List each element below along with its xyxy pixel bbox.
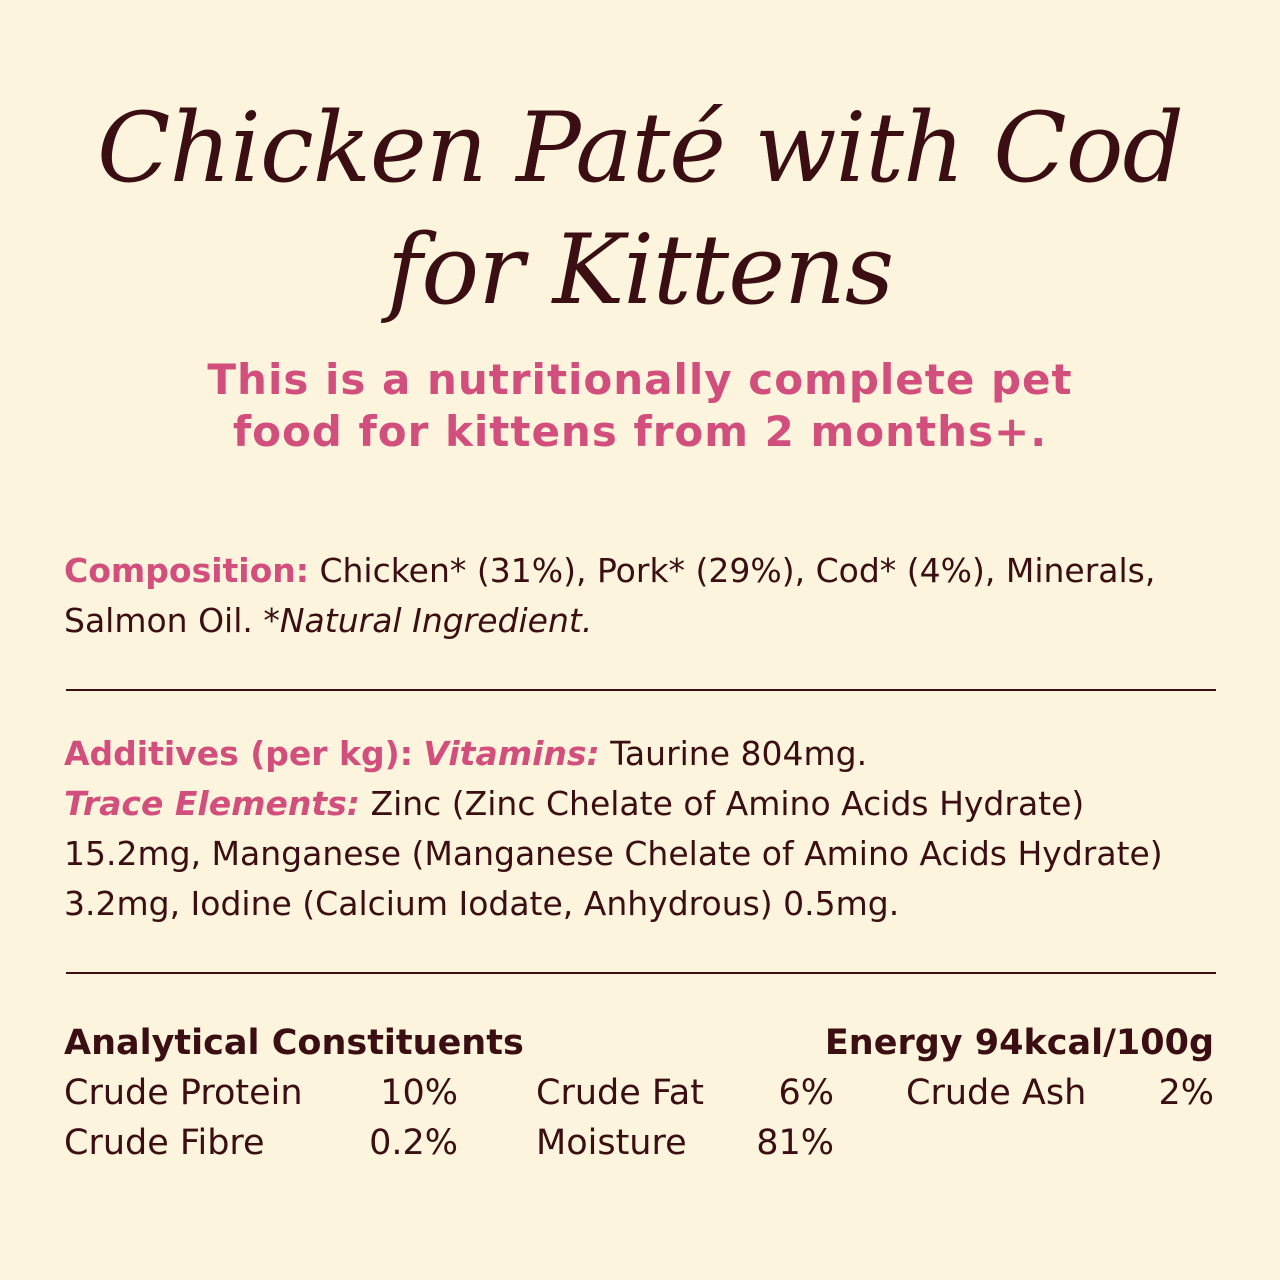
product-title-line-2: for Kittens	[386, 214, 894, 326]
crude-ash-label: Crude Ash	[906, 1073, 1087, 1113]
crude-fibre-value: 0.2%	[369, 1123, 458, 1163]
additives-label: Additives (per kg):	[64, 734, 413, 773]
analytical-constituents-label: Analytical Constituents	[64, 1023, 524, 1063]
subtitle-line-2: food for kittens from 2 months+.	[232, 407, 1048, 456]
crude-protein-label: Crude Protein	[64, 1073, 303, 1113]
divider-2	[66, 972, 1216, 974]
crude-fibre-label: Crude Fibre	[64, 1123, 265, 1163]
composition-text: Chicken* (31%), Pork* (29%), Cod* (4%), Minerals, Salmon Oil.	[64, 551, 1156, 640]
divider-1	[66, 689, 1216, 691]
crude-fat-label: Crude Fat	[536, 1073, 704, 1113]
additives-section	[64, 729, 1224, 929]
crude-ash-value: 2%	[1158, 1073, 1214, 1113]
vitamins-label: Vitamins:	[423, 734, 600, 773]
composition-label: Composition:	[64, 551, 309, 590]
vitamins-text: Taurine 804mg.	[599, 734, 868, 773]
trace-elements-text: Zinc (Zinc Chelate of Amino Acids Hydrate) 15.2mg, Manganese (Manganese Chelate of Amino Acids Hydrate) 3.2mg, Iodine (Calcium Iodate, Anhydrous) 0.5mg.	[64, 784, 1163, 923]
crude-protein-value: 10%	[380, 1073, 458, 1113]
composition-note: *Natural Ingredient.	[263, 601, 593, 640]
energy-value: Energy 94kcal/100g	[824, 1023, 1214, 1063]
composition-section	[64, 546, 1224, 646]
product-subtitle	[0, 354, 1280, 458]
product-title-line-1: Chicken Paté with Cod	[97, 92, 1183, 204]
subtitle-line-1: This is a nutritionally complete pet	[207, 355, 1073, 404]
moisture-label: Moisture	[536, 1123, 687, 1163]
moisture-value: 81%	[756, 1123, 834, 1163]
crude-fat-value: 6%	[778, 1073, 834, 1113]
trace-elements-label: Trace Elements:	[64, 784, 360, 823]
